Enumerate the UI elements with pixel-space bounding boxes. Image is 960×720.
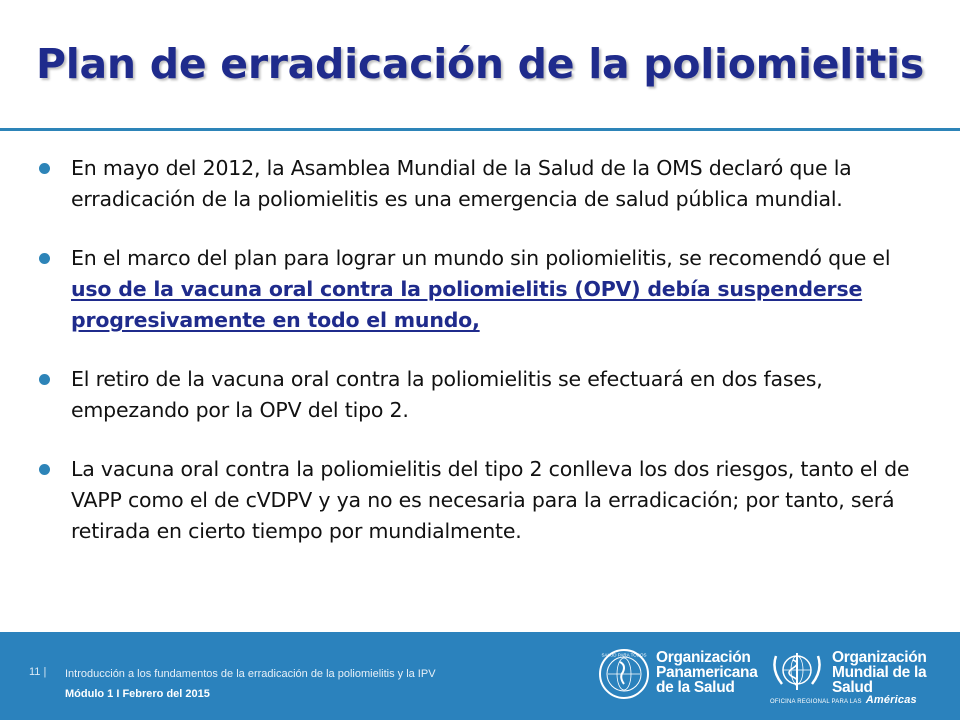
paho-name-line3: de la Salud	[656, 679, 735, 696]
bullet-list	[38, 153, 928, 575]
who-name	[832, 650, 945, 695]
bullet-text	[71, 243, 928, 336]
who-office-label: OFICINA REGIONAL PARA LAS	[770, 699, 862, 705]
bullet-item	[38, 454, 928, 547]
bullet-item	[38, 243, 928, 336]
footer-module-date: Módulo 1 I Febrero del 2015	[65, 688, 210, 700]
title-divider	[0, 128, 960, 131]
bullet-text: La vacuna oral contra la poliomielitis del tipo 2 conlleva los dos riesgos, tanto el de VAPP como el de cVDPV y ya no es necesaria para la erradicación; por tanto, será retirada en cierto tiempo por mundialmente.	[71, 457, 910, 543]
bullet-dot-icon	[39, 374, 50, 385]
bullet-dot-icon	[39, 253, 50, 264]
who-name-line1: Organización	[832, 649, 927, 666]
bullet-dot-icon	[39, 163, 50, 174]
who-name-line2: Mundial de la Salud	[832, 664, 927, 696]
who-emblem-icon	[770, 648, 824, 694]
bullet-text: El retiro de la vacuna oral contra la poliomielitis se efectuará en dos fases, empezando por la OPV del tipo 2.	[71, 367, 823, 422]
bullet-dot-icon	[39, 464, 50, 475]
bullet-item	[38, 364, 928, 426]
paho-name-line2: Panamericana	[656, 664, 758, 681]
svg-text:SALUD PARA TODOS: SALUD PARA TODOS	[601, 652, 647, 658]
bullet-text: En mayo del 2012, la Asamblea Mundial de la Salud de la OMS declaró que la erradicación de la poliomielitis es una emergencia de salud pública mundial.	[71, 156, 852, 211]
bullet-emphasis: uso de la vacuna oral contra la poliomielitis (OPV) debía suspenderse progresivamente en todo el mundo,	[71, 277, 863, 332]
bullet-text-lead: En el marco del plan para lograr un mundo sin poliomielitis, se recomendó que el	[71, 246, 891, 270]
paho-name-line1: Organización	[656, 649, 751, 666]
who-regional-office	[770, 694, 917, 706]
paho-emblem-icon	[598, 648, 650, 700]
bullet-item	[38, 153, 928, 215]
paho-name	[656, 650, 758, 695]
who-region-name: Américas	[865, 694, 917, 706]
paho-logo	[598, 644, 768, 708]
who-logo	[770, 644, 945, 708]
page-number: 11 |	[29, 666, 47, 678]
footer-course-title: Introducción a los fundamentos de la erradicación de la poliomielitis y la IPV	[65, 668, 436, 680]
slide-title: Plan de erradicación de la poliomielitis	[36, 40, 924, 88]
footer-bar	[0, 632, 960, 720]
